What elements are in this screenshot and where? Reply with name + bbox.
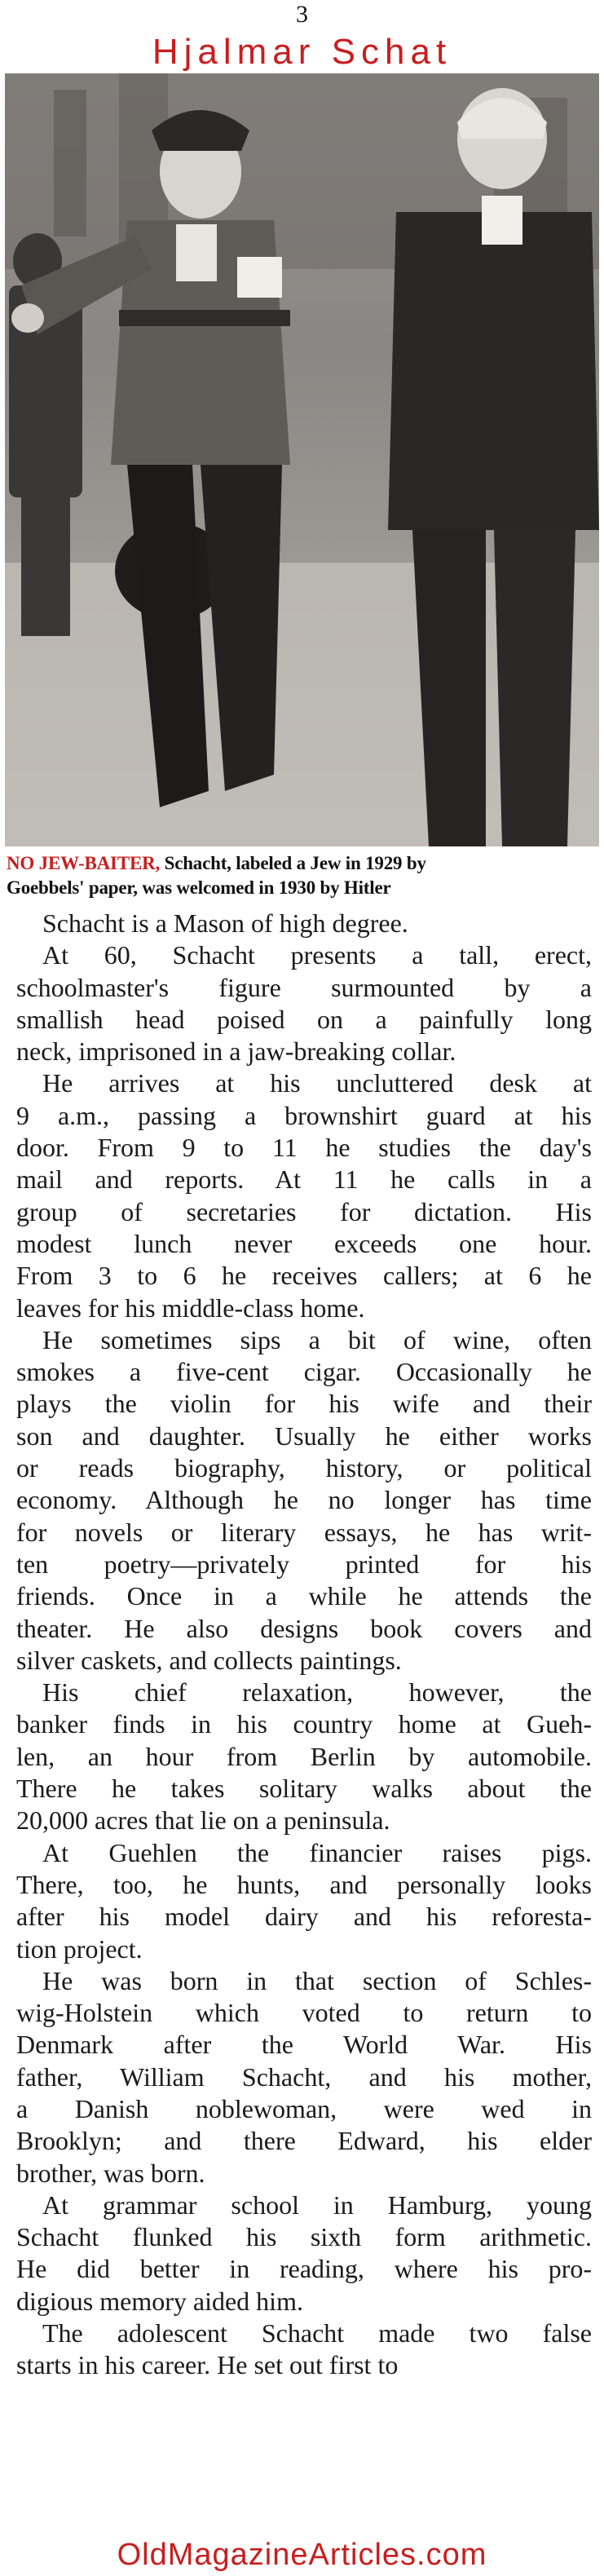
- caption-line-1: [7, 851, 600, 876]
- photo-caption: [7, 851, 600, 900]
- caption-line-2: Goebbels' paper, was welcomed in 1930 by Hitler: [7, 877, 391, 898]
- article-line: Denmark after the World War. His: [16, 2030, 592, 2060]
- page-number: 3: [296, 1, 308, 28]
- article-line: Schacht is a Mason of high degree.: [42, 908, 408, 938]
- article-line: son and daughter. Usually he either works: [16, 1421, 592, 1451]
- article-line: modest lunch never exceeds one hour.: [16, 1228, 592, 1258]
- article-paragraph: [16, 939, 592, 1067]
- article-line: silver caskets, and collects paintings.: [16, 1645, 402, 1675]
- article-line: friends. Once in a while he attends the: [16, 1581, 592, 1611]
- article-line: plays the violin for his wife and their: [16, 1389, 592, 1419]
- article-line: There he takes solitary walks about the: [16, 1774, 592, 1804]
- article-paragraph: [16, 1837, 592, 1965]
- footer-site-name: OldMagazineArticles.com: [117, 2538, 487, 2572]
- article-paragraph: [16, 1067, 592, 1323]
- article-line: He was born in that section of Schles-: [42, 1965, 592, 1995]
- article-line: leaves for his middle-class home.: [16, 1292, 365, 1323]
- article-line: a Danish noblewoman, were wed in: [16, 2093, 592, 2123]
- article-line: schoolmaster's figure surmounted by a: [16, 972, 592, 1002]
- article-line: or reads biography, history, or political: [16, 1453, 592, 1483]
- article-paragraph: [16, 2318, 592, 2382]
- article-line: At 60, Schacht presents a tall, erect,: [42, 940, 592, 970]
- article-line: for novels or literary essays, he has writ-: [16, 1517, 592, 1547]
- article-paragraph: [16, 1677, 592, 1836]
- article-line: From 3 to 6 he receives callers; at 6 he: [16, 1261, 592, 1291]
- photograph: [5, 73, 599, 846]
- article-paragraph: [16, 2189, 592, 2318]
- article-line: At grammar school in Hamburg, young: [42, 2189, 592, 2220]
- article-line: father, William Schacht, and his mother,: [16, 2061, 592, 2092]
- article-line: smallish head poised on a painfully long: [16, 1004, 592, 1034]
- article-line: He did better in reading, where his pro-: [16, 2254, 592, 2284]
- article-line: There, too, he hunts, and personally looks: [16, 1869, 592, 1899]
- article-line: after his model dairy and his reforesta-: [16, 1902, 592, 1932]
- article-line: digious memory aided him.: [16, 2286, 303, 2316]
- article-line: Schacht flunked his sixth form arithmetic.: [16, 2222, 592, 2252]
- article-line: ten poetry—privately printed for his: [16, 1549, 592, 1579]
- article-paragraph: [16, 908, 592, 939]
- article-line: group of secretaries for dictation. His: [16, 1196, 592, 1226]
- article-line: mail and reports. At 11 he calls in a: [16, 1164, 592, 1195]
- article-line: He arrives at his uncluttered desk at: [42, 1068, 592, 1098]
- article-line: starts in his career. He set out first to: [16, 2350, 399, 2380]
- article-line: banker finds in his country home at Gueh-: [16, 1709, 592, 1739]
- article-body: [16, 908, 592, 2382]
- article-line: He sometimes sips a bit of wine, often: [42, 1324, 592, 1354]
- article-line: wig-Holstein which voted to return to: [16, 1998, 592, 2028]
- article-line: At Guehlen the financier raises pigs.: [42, 1837, 592, 1867]
- article-line: 9 a.m., passing a brownshirt guard at his: [16, 1100, 592, 1130]
- caption-line-1-text: Schacht, labeled a Jew in 1929 by: [160, 853, 426, 873]
- article-line: The adolescent Schacht made two false: [42, 2318, 592, 2348]
- article-paragraph: [16, 1324, 592, 1677]
- article-paragraph: [16, 1965, 592, 2189]
- article-line: Brooklyn; and there Edward, his elder: [16, 2126, 592, 2156]
- article-line: economy. Although he no longer has time: [16, 1485, 592, 1515]
- article-line: brother, was born.: [16, 2158, 205, 2188]
- article-line: His chief relaxation, however, the: [42, 1677, 592, 1708]
- caption-lead: NO JEW-BAITER,: [7, 853, 161, 873]
- article-line: door. From 9 to 11 he studies the day's: [16, 1133, 592, 1163]
- article-line: tion project.: [16, 1933, 143, 1964]
- article-line: smokes a five-cent cigar. Occasionally he: [16, 1357, 592, 1387]
- headline: Hjalmar Schat: [152, 32, 452, 72]
- article-line: neck, imprisoned in a jaw-breaking collar.: [16, 1036, 456, 1067]
- article-line: theater. He also designs book covers and: [16, 1613, 592, 1643]
- article-line: 20,000 acres that lie on a peninsula.: [16, 1805, 390, 1836]
- article-line: len, an hour from Berlin by automobile.: [16, 1741, 592, 1771]
